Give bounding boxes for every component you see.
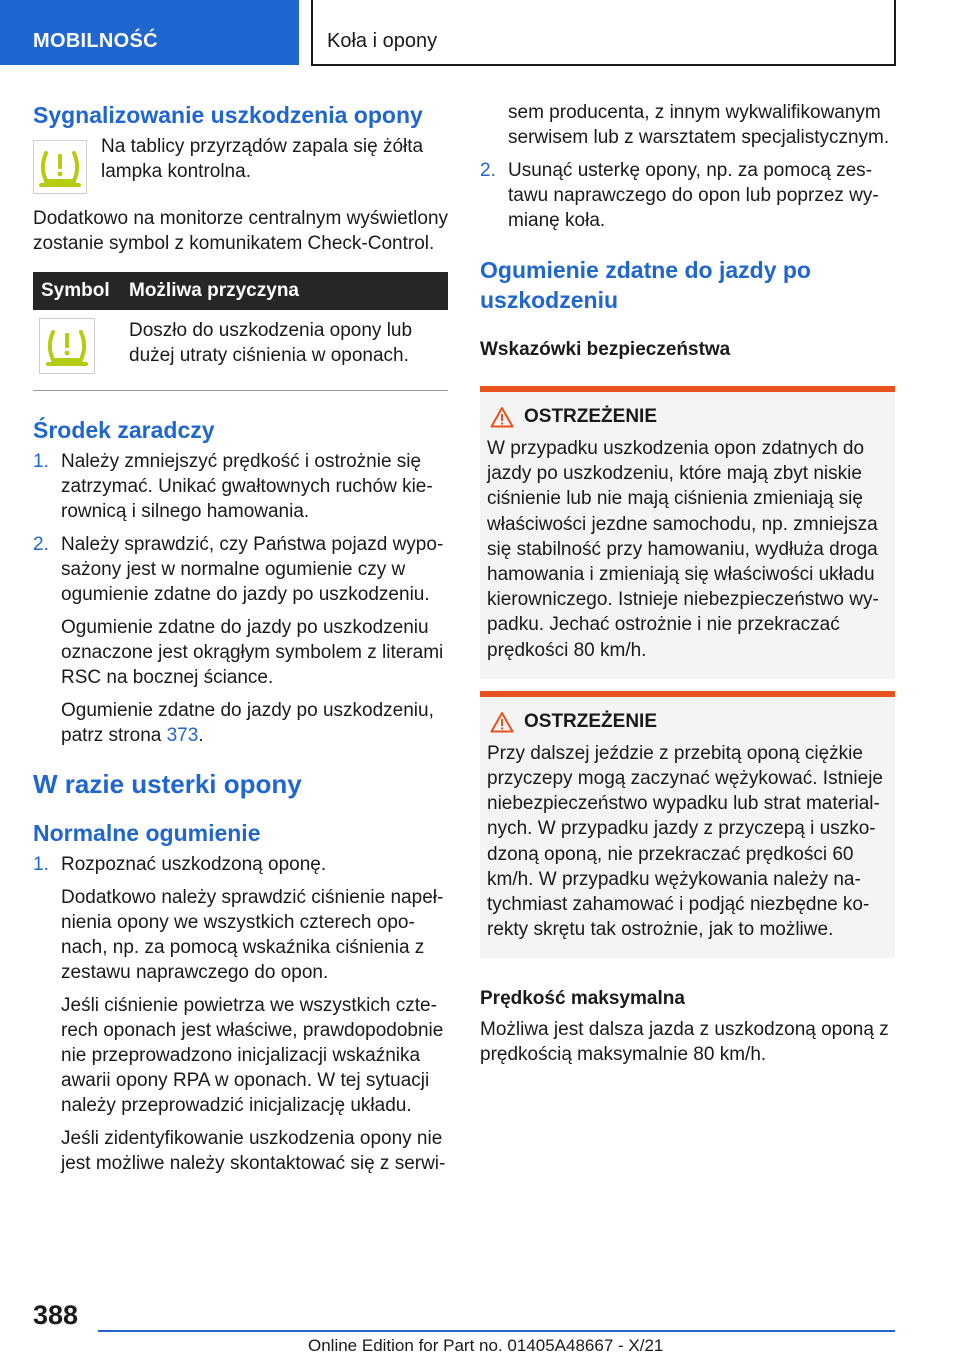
section-tab <box>0 0 299 65</box>
right-column <box>480 100 895 1067</box>
normal-paragraph-2: Jeśli ciśnienie powietrza we wszystkich czterech oponach jest właściwe, prawdopodobnie nie przeprowadzono inicjalizacji wskaźnika awarii opony RPA w oponach. W tej sytuacji należy przeprowadzić inicjalizację układu. <box>61 995 444 1116</box>
table-header-row <box>33 272 448 310</box>
remedy-list <box>33 449 448 607</box>
list-item <box>33 532 448 607</box>
warning-triangle-icon <box>490 711 514 733</box>
monitor-text: Dodatkowo na monitorze centralnym wyświetlony zostanie symbol z komunikatem Check-Control. <box>33 208 449 254</box>
indicator-text: Na tablicy przyrządów zapala się żółta lampka kontrolna. <box>101 136 424 182</box>
safety-heading: Wskazówki bezpieczeństwa <box>480 339 731 360</box>
list-item <box>33 449 448 524</box>
warning-text: Przy dalszej jeździe z przebitą oponą ciężkie przyczepy mogą zaczynać wężykować. Istnieje niebezpieczeństwo wypadku lub strat materialnych. W przypadku jazdy z przyczepą i uszkodzoną oponą, nie przekraczać prędkości 60 km/h. W przypadku wężykowania należy natychmiast zahamować i podjąć niezbędne korekty skrętu tak ostrożnie, jak to możliwe. <box>487 742 883 941</box>
continued-text: sem producenta, z innym wykwalifikowanym serwisem lub z warsztatem specjalistycznym. <box>508 102 890 148</box>
reference-end: . <box>198 725 204 746</box>
symbol-table <box>33 272 448 391</box>
warning-label: OSTRZEŻENIE <box>524 406 658 427</box>
tire-pressure-warning-icon <box>33 140 87 194</box>
tire-damage-heading: Sygnalizowanie uszkodzenia opony <box>33 102 423 128</box>
warning-title <box>490 406 887 428</box>
edition-text: Online Edition for Part no. 01405A48667 - X/21 <box>308 1336 664 1355</box>
indicator-row <box>33 136 448 194</box>
step-text: Należy sprawdzić, czy Państwa pojazd wyposażony jest w normalne ogumienie czy w ogumienie zdatne do jazdy po uszkodzeniu. <box>61 534 444 605</box>
table-cell-symbol <box>33 310 121 391</box>
tire-pressure-warning-icon <box>39 318 95 374</box>
chapter-tab <box>311 0 896 66</box>
max-speed-heading: Prędkość maksymalna <box>480 988 685 1010</box>
list-item <box>480 158 895 233</box>
remedy-heading: Środek zaradczy <box>33 417 215 443</box>
warning-text: W przypadku uszkodzenia opon zdatnych do jazdy po uszkodzeniu, które mają zbyt niskie ciśnienie lub nie mają ciśnienia zmieniają się właściwości jezdne samochodu, np. zmniejsza się stabilność przy hamowaniu, wydłuża droga hamowania i zmieniają się właściwości układu kierowniczego. Istnieje niebezpieczeństwo wypadku. Jechać ostrożnie i nie przekraczać prędkości 80 km/h. <box>487 438 879 661</box>
fault-heading: W razie usterki opony <box>33 769 302 799</box>
table-header-symbol: Symbol <box>33 272 121 310</box>
reference-text <box>33 698 448 748</box>
chapter-title: Koła i opony <box>327 30 438 52</box>
warning-title <box>490 711 887 733</box>
step-number: 2. <box>480 160 496 181</box>
table-header-cause: Możliwa przyczyna <box>121 272 448 310</box>
warning-label: OSTRZEŻENIE <box>524 710 658 732</box>
normal-paragraph-1: Dodatkowo należy sprawdzić ciśnienie napełnienia opony we wszystkich czterech oponach, np. za pomocą wskaźnika ciśnienia z zestawu naprawczego do opon. <box>61 887 444 983</box>
page-number: 388 <box>33 1300 79 1330</box>
step-number: 1. <box>33 451 49 472</box>
table-row <box>33 310 448 391</box>
rsc-text: Ogumienie zdatne do jazdy po uszkodzeniu oznaczone jest okrągłym symbolem z literami RSC na bocznej ściance. <box>61 617 444 688</box>
page-link[interactable]: 373 <box>166 725 199 746</box>
step-number: 2. <box>33 534 49 555</box>
step-text: Rozpoznać uszkodzoną oponę. <box>61 854 327 875</box>
table-cell-cause: Doszło do uszkodzenia opony lub dużej utraty ciśnienia w oponach. <box>121 310 448 391</box>
footer-divider <box>98 1330 895 1332</box>
step-text: Należy zmniejszyć prędkość i ostrożnie się zatrzymać. Unikać gwałtownych ruchów kierownicą i silnego hamowania. <box>61 451 433 522</box>
run-flat-heading: Ogumienie zdatne do jazdy po uszkodzeniu <box>480 257 811 313</box>
normal-list <box>33 852 448 877</box>
max-speed-text: Możliwa jest dalsza jazda z uszkodzoną oponą z prędkością maksymalnie 80 km/h. <box>480 1019 889 1066</box>
list-item <box>33 852 448 877</box>
reference-label: Ogumienie zdatne do jazdy po uszkodzeniu, patrz strona <box>61 700 434 746</box>
left-column <box>33 100 448 1176</box>
section-title: MOBILNOŚĆ <box>33 30 158 52</box>
warning-box <box>480 691 895 959</box>
step-number: 1. <box>33 854 49 875</box>
normal-tire-heading: Normalne ogumienie <box>33 820 261 846</box>
normal-paragraph-3: Jeśli zidentyfikowanie uszkodzenia opony nie jest możliwe należy skontaktować się z serwi- <box>61 1128 446 1174</box>
step-text: Usunąć usterkę opony, np. za pomocą zestawu naprawczego do opon lub poprzez wymianę koła. <box>508 160 879 231</box>
warning-box <box>480 386 895 679</box>
normal-list-continued <box>480 158 895 233</box>
warning-triangle-icon <box>490 406 514 428</box>
